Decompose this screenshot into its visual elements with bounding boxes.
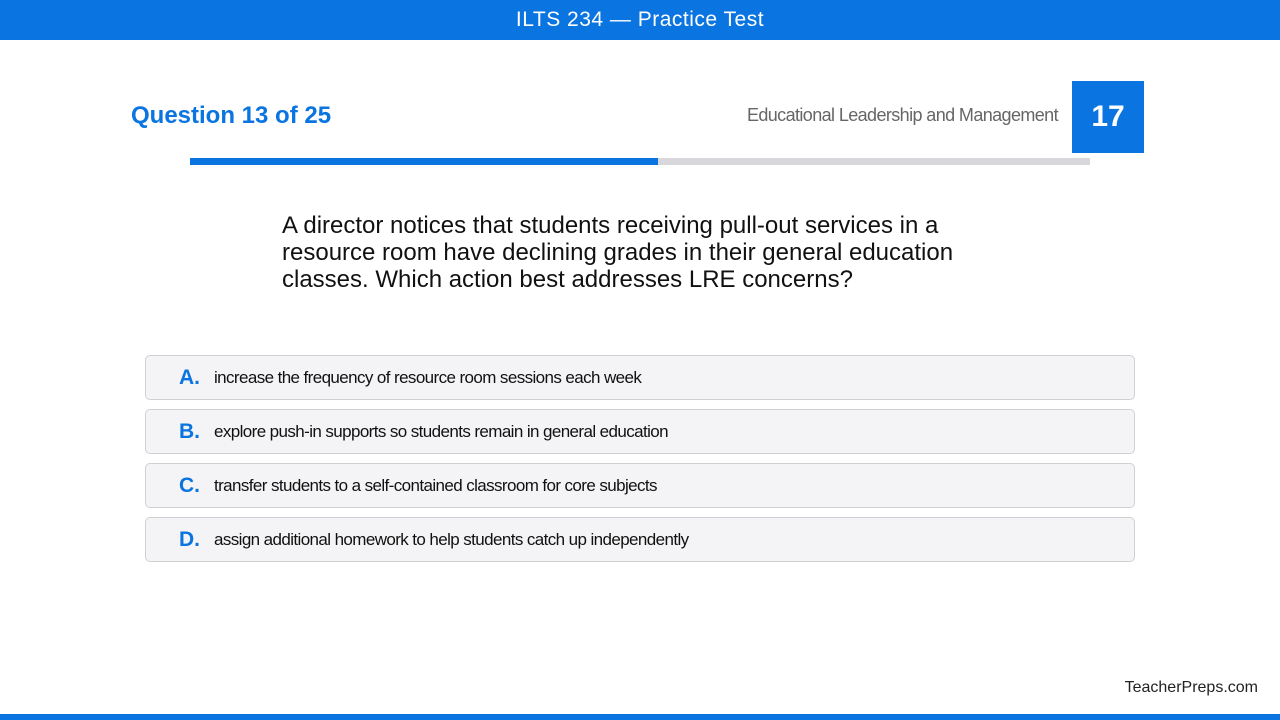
brand-watermark: TeacherPreps.com xyxy=(1124,679,1258,696)
option-a[interactable] xyxy=(145,355,1135,400)
option-letter: A. xyxy=(179,365,200,389)
question-counter: Question 13 of 25 xyxy=(131,102,332,129)
option-letter: B. xyxy=(179,419,200,443)
option-text: explore push-in supports so students remain in general education xyxy=(214,421,668,441)
footer-bar xyxy=(0,714,1280,720)
option-text: transfer students to a self-contained classroom for core subjects xyxy=(214,475,657,495)
header-bar xyxy=(0,0,1280,40)
number-badge: 17 xyxy=(1072,81,1144,153)
page-title: ILTS 234 — Practice Test xyxy=(515,8,765,31)
progress-fill xyxy=(190,158,658,165)
option-b[interactable] xyxy=(145,409,1135,454)
option-text: assign additional homework to help students catch up independently xyxy=(214,529,689,549)
option-letter: D. xyxy=(179,527,200,551)
question-category: Educational Leadership and Management xyxy=(746,105,1058,125)
option-c[interactable] xyxy=(145,463,1135,508)
option-text: increase the frequency of resource room sessions each week xyxy=(214,367,642,387)
option-letter: C. xyxy=(179,473,200,497)
question-text: A director notices that students receiving pull-out services in a resource room have declining grades in their general education classes. Which action best addresses LRE concerns? xyxy=(282,212,954,293)
option-d[interactable] xyxy=(145,517,1135,562)
progress-bar xyxy=(190,158,1090,165)
